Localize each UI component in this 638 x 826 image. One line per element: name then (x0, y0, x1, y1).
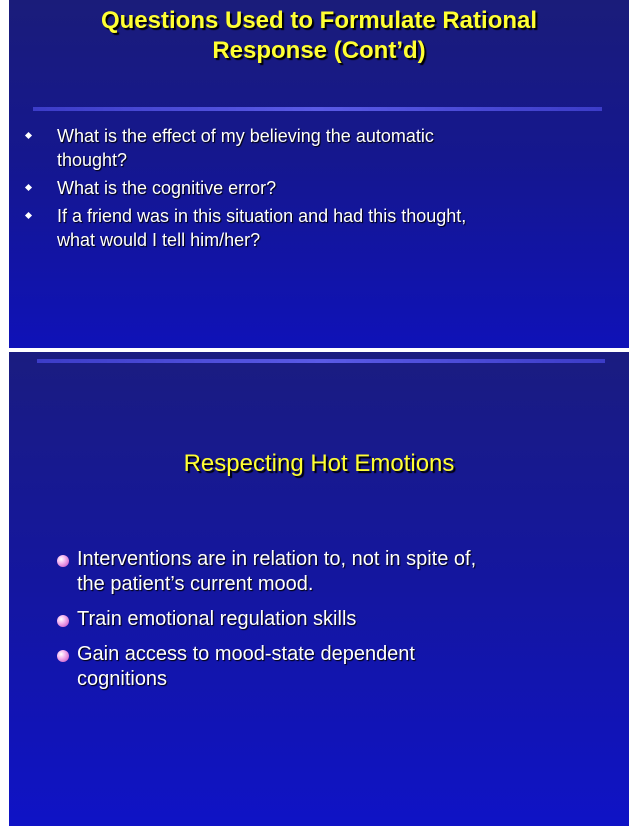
pink-dot-bullet-icon (57, 555, 69, 567)
list-item (9, 204, 609, 252)
bullet-text-line: what would I tell him/her? (57, 230, 261, 250)
list-item (9, 547, 609, 597)
title-line-2: Response (Cont’d) (212, 37, 426, 64)
list-item (9, 607, 609, 632)
pink-dot-bullet-icon (57, 650, 69, 662)
bullet-text-line: Gain access to mood-state dependent (77, 643, 415, 665)
bullet-text-line: thought? (57, 150, 128, 170)
bullet-text-line: the patient’s current mood. (77, 573, 314, 595)
title-line-1: Questions Used to Formulate Rational (100, 7, 538, 34)
slide-2-bullet-list (9, 547, 609, 702)
list-item (9, 642, 609, 692)
slide-1-title (9, 6, 629, 66)
bullet-text-line: What is the effect of my believing the automatic (57, 126, 434, 146)
diamond-bullet-icon (25, 184, 32, 191)
slide-2 (9, 352, 629, 826)
bullet-text-line: Train emotional regulation skills (77, 608, 357, 630)
list-item (9, 124, 609, 172)
slide-1-bullet-list (9, 124, 609, 256)
bullet-text-line: Interventions are in relation to, not in spite of, (77, 548, 477, 570)
title-divider (33, 107, 602, 111)
bullet-text-line: If a friend was in this situation and had this thought, (57, 206, 467, 226)
diamond-bullet-icon (25, 212, 32, 219)
bullet-text-line: cognitions (77, 668, 168, 690)
pink-dot-bullet-icon (57, 615, 69, 627)
diamond-bullet-icon (25, 132, 32, 139)
slide-1 (9, 0, 629, 348)
bullet-text-line: What is the cognitive error? (57, 178, 277, 198)
top-divider (37, 359, 605, 363)
list-item (9, 176, 609, 200)
slide-2-title: Respecting Hot Emotions (183, 450, 455, 477)
